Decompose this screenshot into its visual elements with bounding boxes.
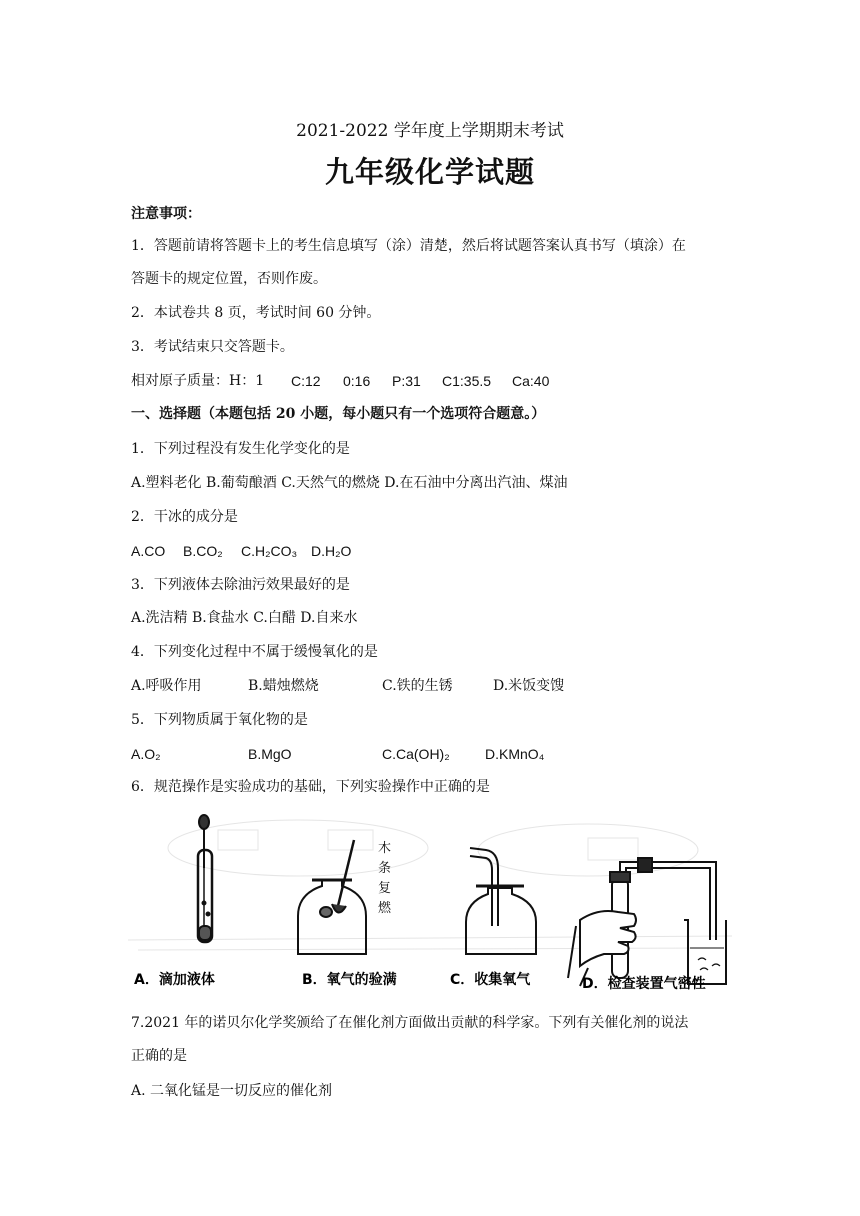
atomic-mass-cl: C1:35.5 — [442, 373, 492, 389]
note-3: 3．考试结束只交答题卡。 — [131, 339, 294, 355]
q6-stem: 6．规范操作是实验成功的基础，下列实验操作中正确的是 — [131, 779, 490, 795]
apparatus-d-airtightness — [568, 858, 726, 986]
q1-stem: 1．下列过程没有发生化学变化的是 — [131, 441, 350, 457]
exam-subtitle: 2021-2022 学年度上学期期末考试 — [296, 121, 564, 141]
q3-stem: 3．下列液体去除油污效果最好的是 — [131, 577, 350, 593]
atomic-mass-p: P:31 — [392, 373, 421, 389]
q2-option-a: A.CO — [131, 543, 166, 559]
atomic-mass-ca: Ca:40 — [512, 373, 550, 389]
q5-option-d: D.KMnO₄ — [485, 746, 545, 762]
atomic-mass-line — [131, 371, 550, 391]
caption-b: B．氧气的验满 — [302, 972, 397, 988]
scan-background — [128, 820, 732, 950]
apparatus-a-dropper — [198, 815, 212, 942]
q5-option-c: C.Ca(OH)₂ — [382, 746, 450, 762]
atomic-mass-o: 0:16 — [343, 373, 371, 389]
q5-option-a: A.O₂ — [131, 746, 161, 762]
q4-option-c: C.铁的生锈 — [382, 678, 453, 694]
notes-heading: 注意事项： — [131, 206, 201, 222]
note-1-line-1: 1．答题前请将答题卡上的考生信息填写（涂）清楚，然后将试题答案认真书写（填涂）在 — [131, 238, 686, 254]
q7-stem-line-2: 正确的是 — [131, 1048, 187, 1064]
exam-title: 九年级化学试题 — [324, 155, 535, 189]
q2-option-d: D.H₂O — [311, 543, 352, 559]
q3-options: A.洗洁精 B.食盐水 C.白醋 D.自来水 — [131, 610, 358, 626]
q5-option-b: B.MgO — [248, 746, 292, 762]
q1-options: A.塑料老化 B.葡萄酿酒 C.天然气的燃烧 D.在石油中分离出汽油、煤油 — [131, 475, 568, 491]
q2-option-c: C.H₂CO₃ — [241, 543, 298, 559]
atomic-mass-c: C:12 — [291, 373, 321, 389]
annot-b-1: 木 — [378, 841, 392, 856]
section-1-heading: 一、选择题（本题包括 20 小题，每小题只有一个选项符合题意。） — [131, 406, 546, 422]
annot-b-3: 复 — [378, 881, 392, 896]
q2-option-b: B.CO₂ — [183, 543, 223, 559]
q4-option-b: B.蜡烛燃烧 — [248, 678, 319, 694]
q7-option-a: A. 二氧化锰是一切反应的催化剂 — [131, 1083, 333, 1099]
q5-stem: 5．下列物质属于氧化物的是 — [131, 712, 308, 728]
q7-stem-line-1: 7.2021 年的诺贝尔化学奖颁给了在催化剂方面做出贡献的科学家。下列有关催化剂的说法 — [131, 1015, 689, 1031]
q4-option-d: D.米饭变馊 — [493, 678, 565, 694]
caption-d: D．检查装置气密性 — [582, 976, 706, 992]
q6-apparatus-figure — [128, 808, 732, 998]
note-1-line-2: 答题卡的规定位置，否则作废。 — [131, 271, 327, 287]
note-2: 2．本试卷共 8 页，考试时间 60 分钟。 — [131, 305, 381, 321]
caption-c: C．收集氧气 — [450, 972, 531, 988]
apparatus-b-bottle — [298, 840, 366, 954]
annot-b-4: 燃 — [378, 901, 392, 916]
annot-b-2: 条 — [378, 861, 392, 876]
atomic-mass-label: 相对原子质量：H：1 — [131, 373, 265, 389]
caption-a: A．滴加液体 — [134, 972, 215, 988]
q2-stem: 2．干冰的成分是 — [131, 509, 238, 525]
q4-stem: 4．下列变化过程中不属于缓慢氧化的是 — [131, 644, 378, 660]
q4-option-a: A.呼吸作用 — [131, 678, 202, 694]
